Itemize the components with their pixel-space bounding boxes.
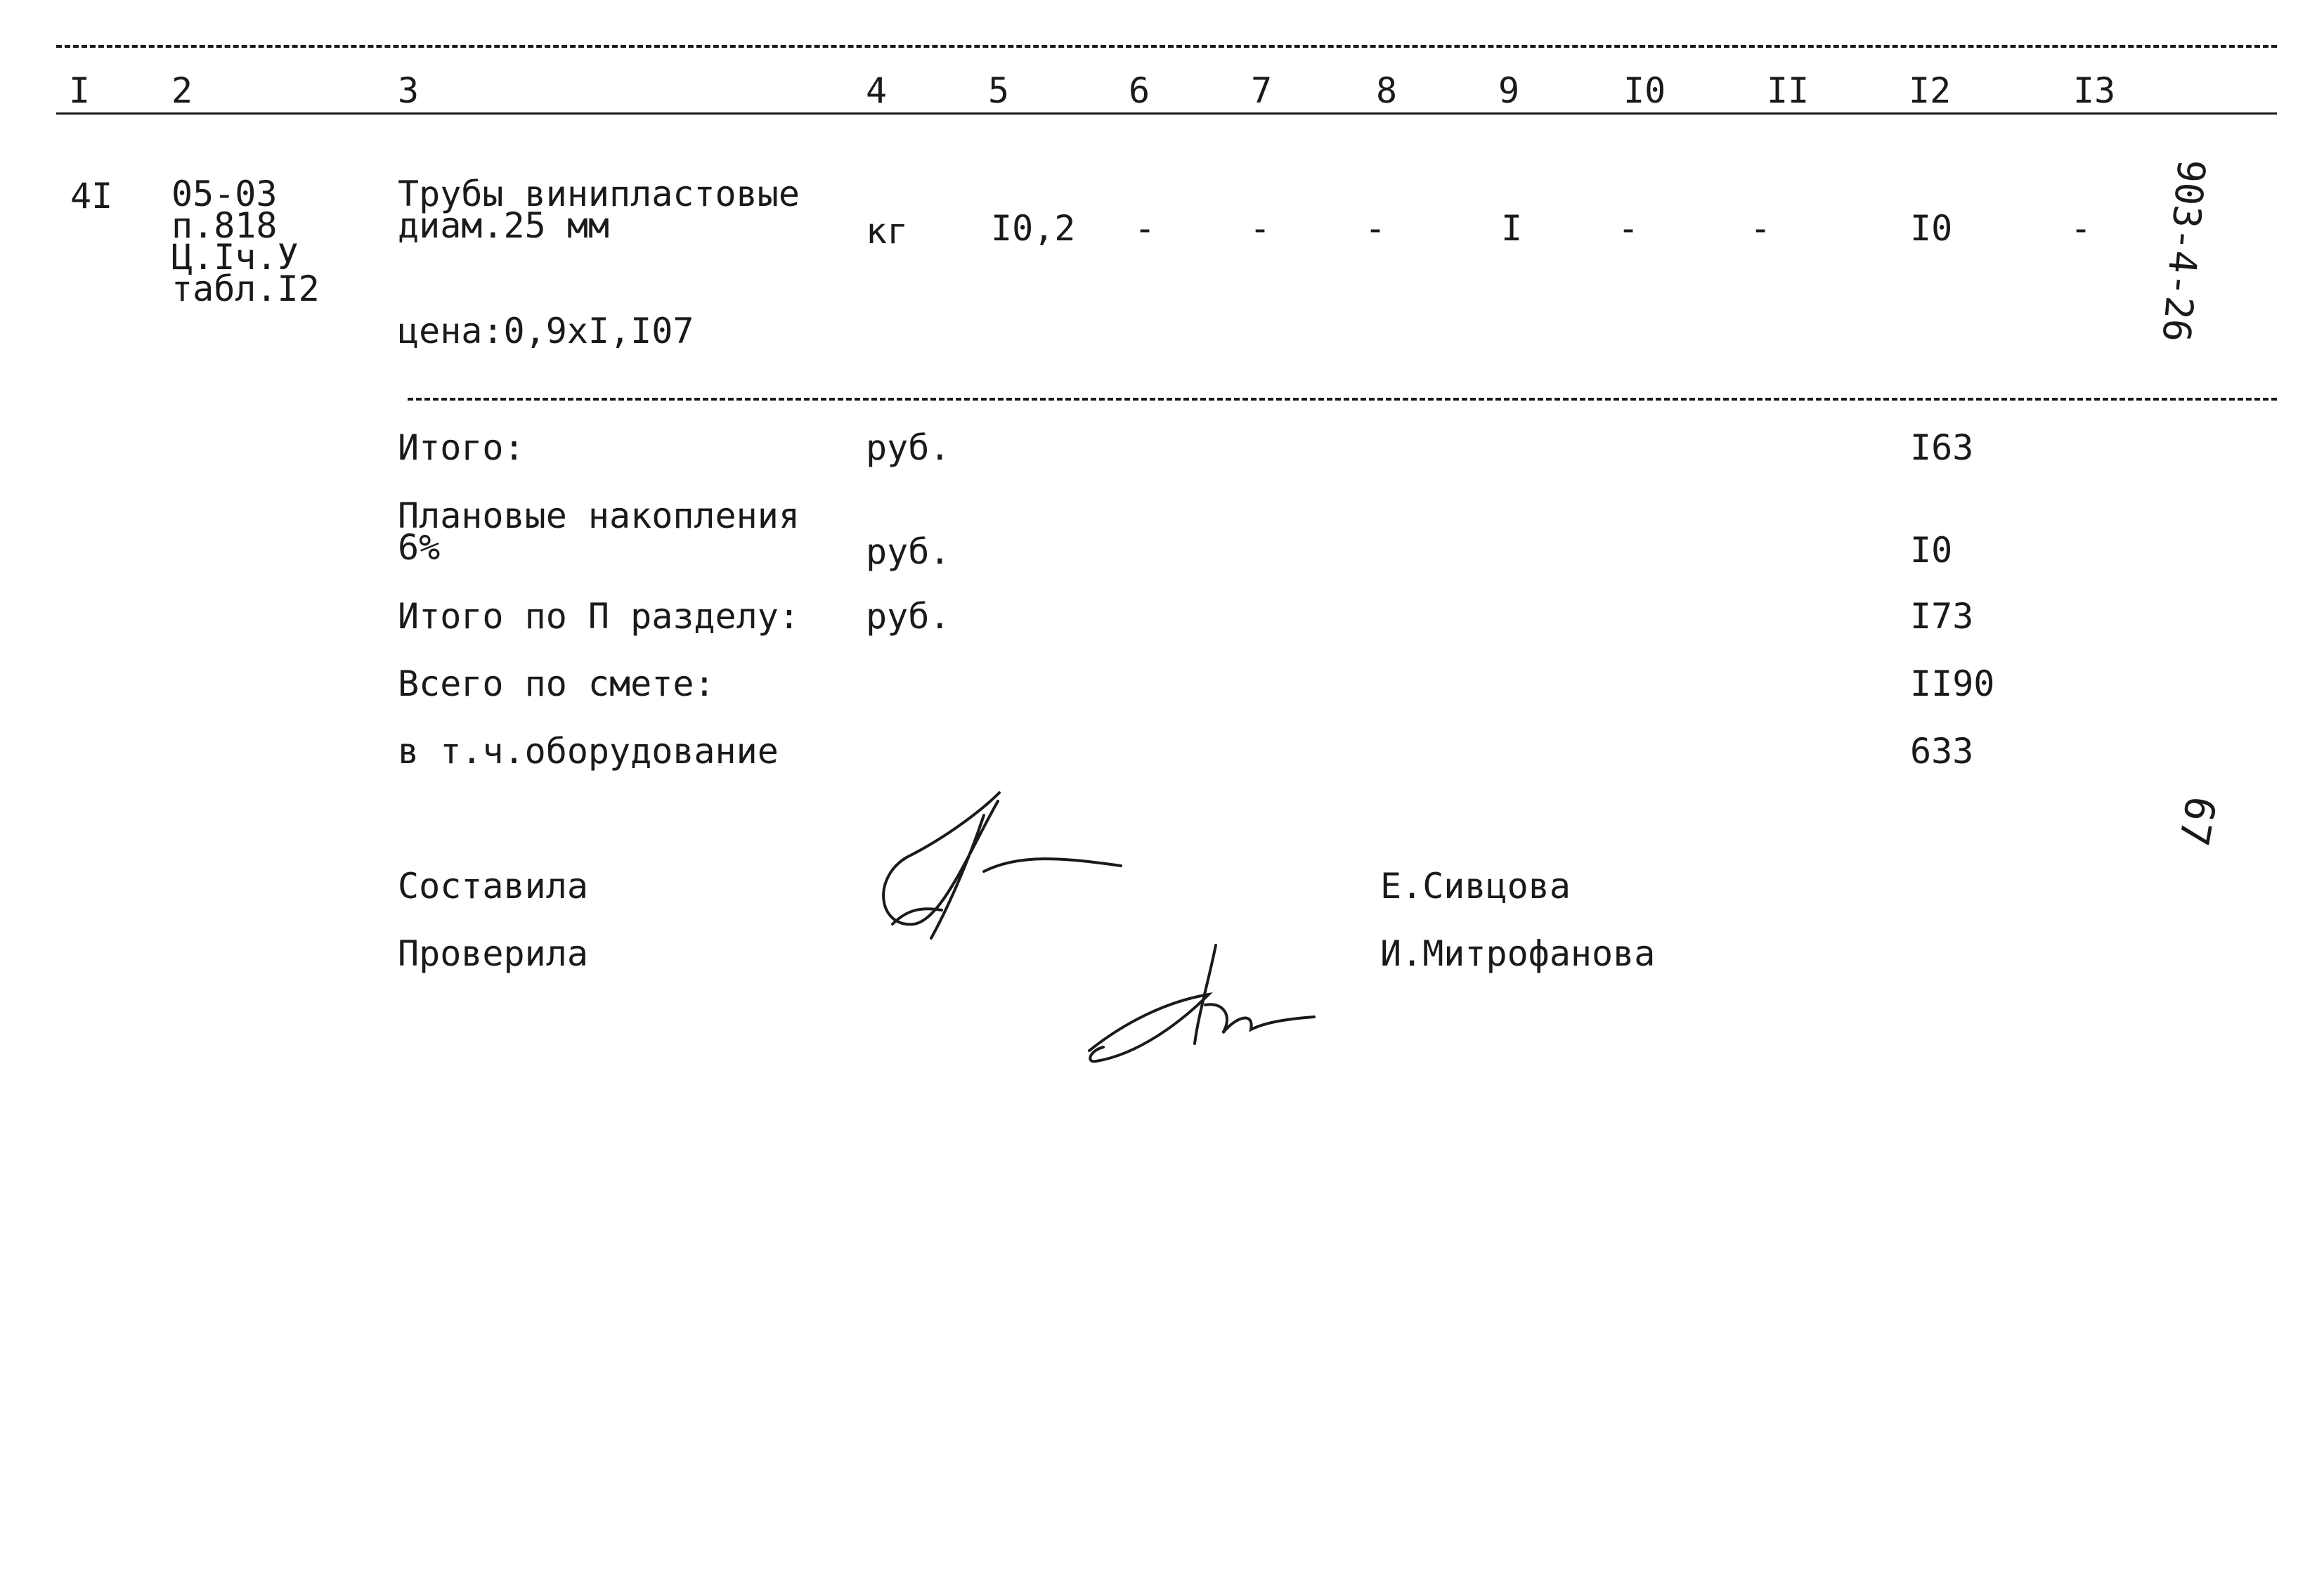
col-header-4: 4 (866, 70, 888, 111)
row-col7: - (1249, 208, 1271, 249)
row-code-line-4: табл.I2 (171, 268, 320, 309)
row-description-line-1: Трубы винипластовые (398, 174, 800, 214)
row-code (171, 174, 368, 309)
row-price-note: цена:0,9хI,I07 (398, 311, 694, 351)
summary-unit-planned-savings: руб. (866, 531, 951, 572)
margin-page-number: 67 (2169, 793, 2225, 850)
checked-name: И.Митрофанова (1380, 933, 1656, 974)
col-header-6: 6 (1129, 70, 1150, 111)
row-code-line-2: п.818 (171, 205, 278, 246)
compiled-label: Составила (398, 866, 588, 907)
row-description (398, 174, 848, 246)
row-code-line-3: Ц.Iч.У (171, 237, 299, 278)
header-rule (56, 112, 2277, 115)
row-number: 4I (70, 176, 113, 216)
row-col9: I (1501, 208, 1523, 249)
summary-unit-total: руб. (866, 427, 951, 468)
summary-value-total: I63 (1910, 427, 1974, 468)
summary-value-section-total: I73 (1910, 596, 1974, 637)
checked-label: Проверила (398, 933, 588, 974)
row-col5: I0,2 (991, 208, 1076, 249)
col-header-10: I0 (1623, 70, 1666, 111)
col-header-13: I3 (2073, 70, 2116, 111)
margin-doc-code: 903-4-26 (2153, 157, 2214, 344)
col-header-7: 7 (1251, 70, 1273, 111)
col-header-9: 9 (1498, 70, 1520, 111)
col-header-3: 3 (398, 70, 420, 111)
col-header-11: II (1767, 70, 1810, 111)
summary-label-total: Итого: (398, 427, 525, 468)
top-rule (56, 45, 2277, 48)
row-col8: - (1365, 208, 1387, 249)
summary-label-planned-savings: Плановые накопления 6% (398, 495, 800, 568)
row-col12: I0 (1910, 208, 1953, 249)
compiled-name: Е.Сивцова (1380, 866, 1571, 907)
handwritten-signature-2 (1082, 938, 1328, 1079)
row-col11: - (1750, 208, 1772, 249)
summary-label-equipment: в т.ч.оборудование (398, 731, 779, 772)
row-col6: - (1134, 208, 1156, 249)
row-unit: кг (866, 211, 909, 252)
col-header-8: 8 (1376, 70, 1398, 111)
row-col10: - (1618, 208, 1640, 249)
col-header-1: I (69, 70, 91, 111)
col-header-2: 2 (171, 70, 193, 111)
row-code-line-1: 05-03 (171, 174, 278, 214)
summary-label-grand-total: Всего по смете: (398, 663, 715, 704)
summary-value-planned-savings: I0 (1910, 530, 1953, 571)
handwritten-signature-1 (864, 787, 1145, 949)
summary-unit-section-total: руб. (866, 596, 951, 637)
summary-value-equipment: 633 (1910, 731, 1974, 772)
col-header-5: 5 (988, 70, 1010, 111)
row-col13: - (2070, 208, 2092, 249)
col-header-12: I2 (1909, 70, 1952, 111)
row-separator (408, 398, 2277, 401)
summary-label-section-total: Итого по П разделу: (398, 596, 800, 637)
summary-value-grand-total: II90 (1910, 663, 1995, 704)
row-description-line-2: диам.25 мм (398, 205, 610, 246)
